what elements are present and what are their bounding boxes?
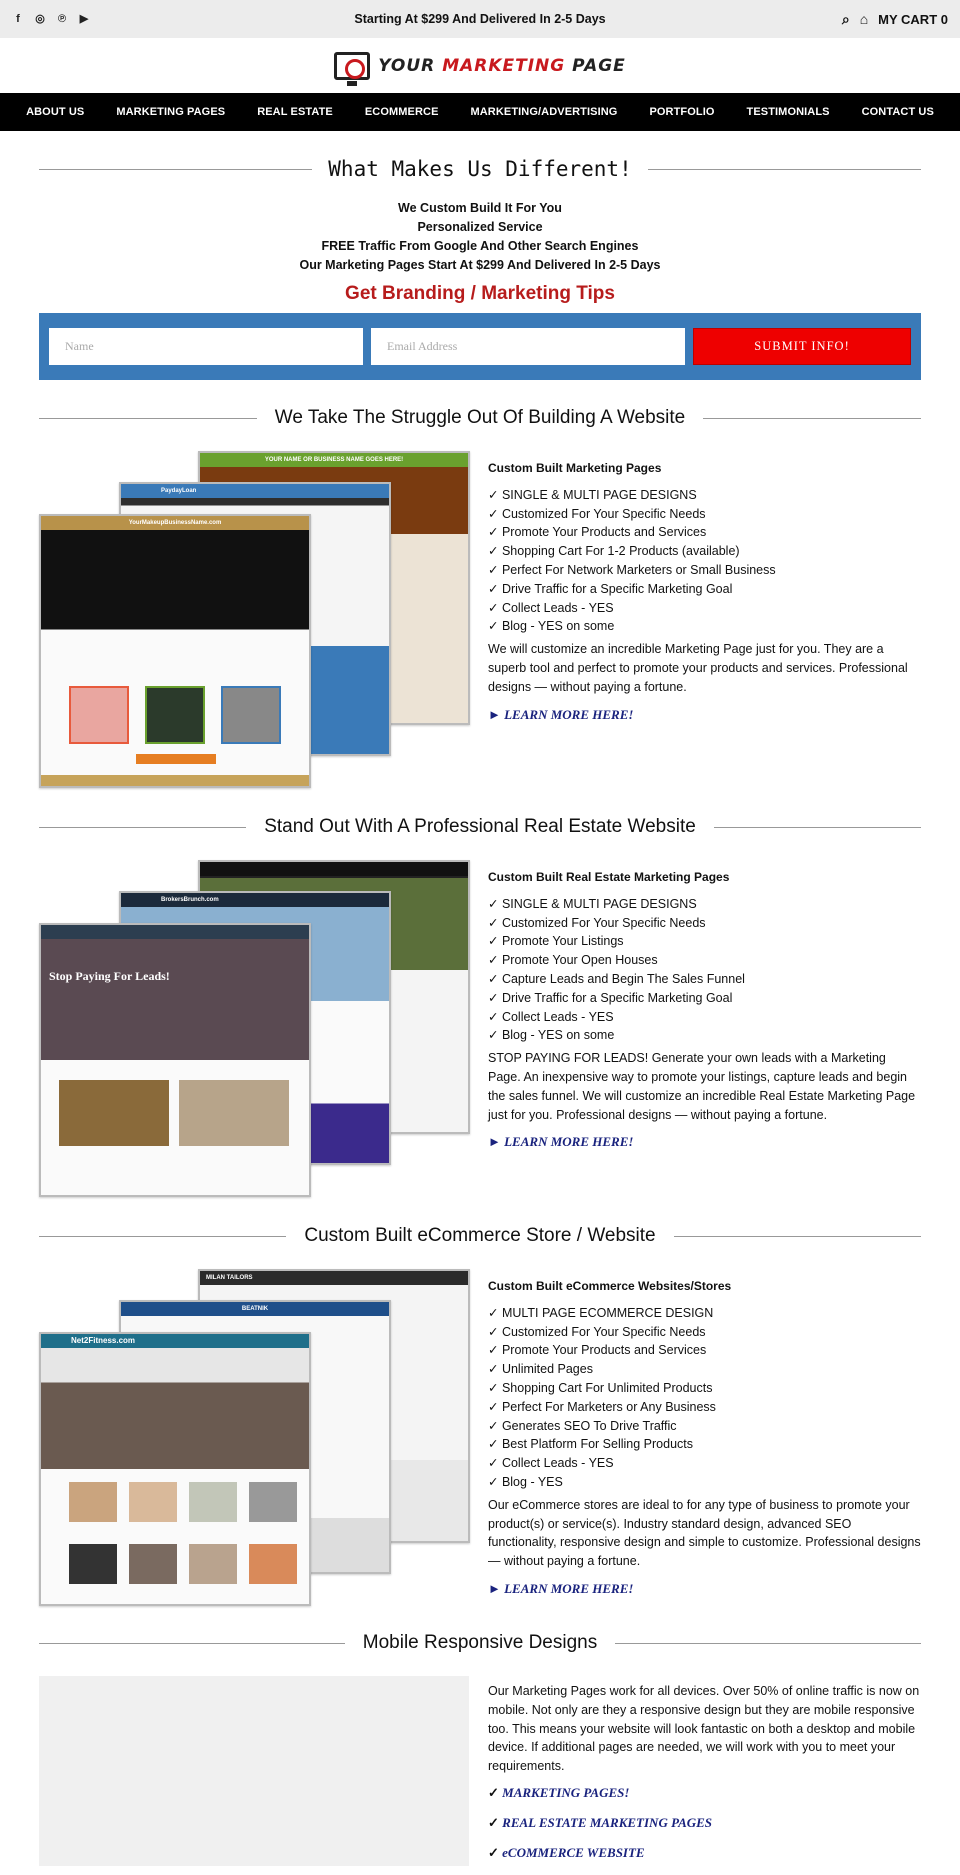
link-real-estate-pages[interactable]	[488, 1814, 921, 1833]
check-icon: ✓	[488, 1844, 499, 1860]
cart-link[interactable]	[878, 12, 948, 27]
product-thumb	[249, 1544, 297, 1584]
section-heading	[39, 1632, 921, 1654]
thumb-image	[145, 686, 205, 744]
feature-item: ✓ Best Platform For Selling Products	[488, 1437, 693, 1452]
link-label: REAL ESTATE MARKETING PAGES	[502, 1814, 713, 1830]
mobile-links	[488, 1784, 921, 1862]
feature-description: Our Marketing Pages work for all devices. Over 50% of online traffic is now on mobile. Not only are they a responsive design but they are mobile responsive too. This means your website will look fantastic on both a desktop and mobile device. If additional pages are needed, we will work with you to meet your requirements.	[488, 1684, 920, 1774]
thumb-image	[69, 686, 129, 744]
cart-count: 0	[940, 11, 948, 27]
optin-form	[39, 313, 921, 380]
section-heading	[39, 816, 921, 838]
feature-item: ✓ Promote Your Open Houses	[488, 953, 658, 968]
marketing-pages-screenshot	[39, 451, 469, 787]
mock-page	[39, 923, 311, 1197]
section-title: Stand Out With A Professional Real Estate Website	[264, 816, 696, 837]
feature-heading: Custom Built Marketing Pages	[488, 461, 662, 475]
product-thumb	[129, 1544, 177, 1584]
different-point: Our Marketing Pages Start At $299 And Delivered In 2-5 Days	[299, 258, 661, 272]
feature-mobile	[39, 1676, 921, 1873]
nav-testimonials[interactable]: TESTIMONIALS	[746, 106, 830, 118]
mock-header: Net2Fitness.com	[41, 1334, 309, 1348]
product-thumb	[69, 1544, 117, 1584]
feature-copy	[469, 1269, 921, 1605]
feature-real-estate	[39, 860, 921, 1196]
logo[interactable]	[0, 38, 960, 93]
feature-item: ✓ Generates SEO To Drive Traffic	[488, 1418, 677, 1433]
feature-item: ✓ Capture Leads and Begin The Sales Funnel	[488, 971, 745, 986]
different-point: FREE Traffic From Google And Other Search Engines	[321, 239, 639, 253]
section-title: We Take The Struggle Out Of Building A Website	[274, 407, 686, 428]
mock-header: YOUR NAME OR BUSINESS NAME GOES HERE!	[200, 453, 468, 467]
mock-header: PaydayLoan	[121, 484, 389, 498]
feature-item: ✓ Drive Traffic for a Specific Marketing Goal	[488, 581, 733, 596]
logo-word-2: MARKETING	[442, 55, 566, 76]
logo-word-1: YOUR	[378, 55, 436, 76]
mock-header: BEATNIK	[121, 1302, 389, 1316]
feature-item: ✓ Promote Your Products and Services	[488, 1343, 707, 1358]
link-ecommerce-website[interactable]	[488, 1844, 921, 1863]
section-title: Custom Built eCommerce Store / Website	[304, 1225, 656, 1246]
feature-item: ✓ Promote Your Listings	[488, 934, 624, 949]
monitor-target-icon	[334, 52, 370, 80]
nav-ecommerce[interactable]: ECOMMERCE	[364, 106, 439, 118]
facebook-icon[interactable]: f	[16, 13, 20, 25]
mock-page	[39, 514, 311, 788]
feature-heading: Custom Built eCommerce Websites/Stores	[488, 1279, 732, 1293]
nav-portfolio[interactable]: PORTFOLIO	[649, 106, 715, 118]
social-links	[12, 13, 212, 25]
feature-ecommerce	[39, 1269, 921, 1605]
feature-heading: Custom Built Real Estate Marketing Pages	[488, 870, 730, 884]
email-input[interactable]: Email Address	[371, 328, 685, 365]
feature-item: ✓ Customized For Your Specific Needs	[488, 506, 706, 521]
different-points	[0, 199, 960, 275]
feature-item: ✓ Perfect For Network Marketers or Small Business	[488, 562, 776, 577]
link-marketing-pages[interactable]	[488, 1784, 921, 1803]
nav-contact-us[interactable]: CONTACT US	[861, 106, 934, 118]
feature-item: ✓ Drive Traffic for a Specific Marketing Goal	[488, 990, 733, 1005]
different-point: Personalized Service	[417, 220, 543, 234]
feature-item: ✓ Blog - YES on some	[488, 1028, 615, 1043]
feature-item: ✓ Collect Leads - YES	[488, 600, 614, 615]
mock-header: BrokersBrunch.com	[121, 893, 389, 907]
feature-item: ✓ Perfect For Marketers or Any Business	[488, 1399, 716, 1414]
feature-marketing-pages	[39, 451, 921, 787]
instagram-icon[interactable]: ◎	[35, 13, 45, 25]
feature-item: ✓ Promote Your Products and Services	[488, 525, 707, 540]
feature-item: ✓ Shopping Cart For 1-2 Products (available)	[488, 544, 740, 559]
promo-text: Starting At $299 And Delivered In 2-5 Days	[354, 12, 606, 26]
feature-description: STOP PAYING FOR LEADS! Generate your own leads with a Marketing Page. An inexpensive way to promote your listings, capture leads and begin the sales funnel. We will customize an incredible Real Estate Marketing Page just for you. Professional designs — without paying a fortune.	[488, 1051, 916, 1122]
mock-headline: Stop Paying For Leads!	[49, 969, 170, 983]
feature-item: ✓ Blog - YES	[488, 1474, 563, 1489]
feature-item: ✓ Customized For Your Specific Needs	[488, 1324, 706, 1339]
section-heading	[39, 407, 921, 429]
cart-label: MY CART	[878, 11, 938, 27]
section-title: Mobile Responsive Designs	[362, 1632, 598, 1653]
mock-header: YourMakeupBusinessName.com	[41, 516, 309, 530]
feature-item: ✓ Unlimited Pages	[488, 1362, 593, 1377]
section-heading	[39, 1225, 921, 1247]
different-point: We Custom Build It For You	[398, 201, 562, 215]
feature-description: Our eCommerce stores are ideal to for any type of business to promote your product(s) or service(s). Industry standard design, advanced SEO functionality, responsive design and simple to customize. Professional designs — without paying a fortune.	[488, 1497, 921, 1569]
feature-item: ✓ Customized For Your Specific Needs	[488, 915, 706, 930]
product-thumb	[189, 1482, 237, 1522]
mock-page	[39, 1332, 311, 1606]
feature-item: ✓ Blog - YES on some	[488, 619, 615, 634]
main-nav	[0, 93, 960, 131]
feature-copy	[469, 451, 921, 787]
feature-item: ✓ SINGLE & MULTI PAGE DESIGNS	[488, 896, 697, 911]
feature-item: ✓ MULTI PAGE ECOMMERCE DESIGN	[488, 1305, 714, 1320]
learn-more-link[interactable]: ► LEARN MORE HERE!	[488, 706, 634, 722]
nav-about-us[interactable]: ABOUT US	[26, 106, 85, 118]
product-thumb	[189, 1544, 237, 1584]
feature-item: ✓ SINGLE & MULTI PAGE DESIGNS	[488, 487, 697, 502]
home-icon[interactable]: ⌂	[859, 11, 869, 27]
listing-image	[179, 1080, 289, 1146]
check-icon: ✓	[488, 1814, 499, 1830]
nav-marketing-pages[interactable]: MARKETING PAGES	[116, 106, 226, 118]
feature-item: ✓ Shopping Cart For Unlimited Products	[488, 1380, 713, 1395]
feature-item: ✓ Collect Leads - YES	[488, 1009, 614, 1024]
search-icon[interactable]: ⌕	[841, 10, 850, 27]
thumb-image	[221, 686, 281, 744]
different-title: What Makes Us Different!	[328, 157, 632, 181]
product-thumb	[69, 1482, 117, 1522]
feature-item: ✓ Collect Leads - YES	[488, 1456, 614, 1471]
feature-copy	[469, 1676, 921, 1873]
logo-word-3: PAGE	[572, 55, 626, 76]
ecommerce-screenshot	[39, 1269, 469, 1605]
mock-header	[200, 862, 468, 876]
mock-button	[136, 754, 216, 764]
mobile-designs-image	[39, 1676, 469, 1866]
link-label: MARKETING PAGES!	[502, 1784, 630, 1800]
learn-more-link[interactable]: ► LEARN MORE HERE!	[488, 1134, 634, 1150]
branding-tips-heading: Get Branding / Marketing Tips	[345, 283, 615, 304]
mock-header: MILAN TAILORS	[200, 1271, 468, 1285]
feature-copy	[469, 860, 921, 1196]
link-label: eCOMMERCE WEBSITE	[502, 1844, 645, 1860]
product-thumb	[129, 1482, 177, 1522]
top-bar	[0, 0, 960, 38]
check-icon: ✓	[488, 1784, 499, 1800]
real-estate-screenshot	[39, 860, 469, 1196]
nav-real-estate[interactable]: REAL ESTATE	[257, 106, 333, 118]
learn-more-link[interactable]: ► LEARN MORE HERE!	[488, 1580, 634, 1596]
submit-info-button[interactable]: SUBMIT INFO!	[693, 328, 911, 365]
youtube-icon[interactable]: ▶	[79, 13, 89, 25]
pinterest-icon[interactable]: ℗	[57, 13, 67, 25]
feature-description: We will customize an incredible Marketing Page just for you. They are a superb tool and perfect to promote your products and services. Professional designs — without paying a fortune.	[488, 642, 908, 694]
different-heading	[39, 157, 921, 181]
logo-text	[378, 56, 626, 76]
name-input[interactable]: Name	[49, 328, 363, 365]
product-thumb	[249, 1482, 297, 1522]
listing-image	[59, 1080, 169, 1146]
nav-marketing-advertising[interactable]: MARKETING/ADVERTISING	[470, 106, 618, 118]
